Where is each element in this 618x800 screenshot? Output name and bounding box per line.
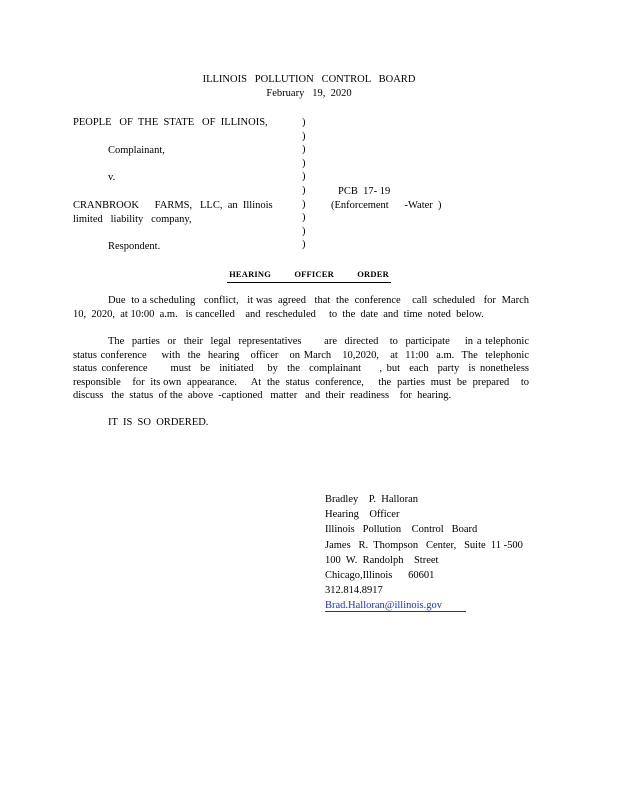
paragraph-2-text: The parties or their legal representatives are directed to participate in a telephonic status conference with the hearing officer on March 10,2020, at 11:00 a.m. The telephonic status conference must be initiated by the complainant , but each party is nonetheless responsible for its own appearance. At the status conference, the parties must be prepared to discuss the status of the above -captioned matter and their readiness for hearing. [73,336,540,402]
bracket-paren: ) [302,171,306,183]
board-name: Illinois Pollution Control Board [325,524,478,536]
caption-bracket [302,116,306,252]
case-number: PCB 17- 19 [338,186,391,197]
document-header [0,73,618,100]
city-address: Chicago,Illinois 60601 [325,569,435,581]
plaintiff-name: PEOPLE OF THE STATE OF ILLINOIS, [73,117,268,128]
bracket-paren: ) [302,130,306,142]
phone-number: 312.814.8917 [325,585,383,597]
order-title-text: HEARING OFFICER ORDER [227,268,391,283]
document-date: February 19, 2020 [266,87,352,99]
defendant-name-line2: limited liability company, [73,214,192,225]
bracket-paren: ) [302,117,306,128]
defendant-name-line1: CRANBROOK FARMS, LLC, an Illinois [73,200,273,211]
order-title [0,268,618,283]
order-paragraph-1 [73,294,532,321]
complainant-label: Complainant, [108,145,165,156]
bracket-paren: ) [302,144,306,156]
bracket-paren: ) [302,212,306,224]
bracket-paren: ) [302,157,306,169]
order-paragraph-2 [73,335,540,403]
agency-name: ILLINOIS POLLUTION CONTROL BOARD [202,74,416,85]
paragraph-1-text: Due to a scheduling conflict, it was agreed that the conference call scheduled for March 10, 2020, at 10:00 a.m. is cancelled and rescheduled to the date and time noted below. [73,295,532,320]
respondent-label: Respondent. [108,241,161,252]
officer-name: Bradley P. Halloran [325,494,419,505]
email-link[interactable]: Brad.Halloran@illinois.gov [325,600,466,612]
signature-block [325,492,523,614]
case-type: (Enforcement -Water ) [331,200,442,211]
versus-label: v. [108,172,116,183]
street-address: 100 W. Randolph Street [325,554,439,566]
building-address: James R. Thompson Center, Suite 11 -500 [325,539,523,551]
bracket-paren: ) [302,198,306,210]
bracket-paren: ) [302,184,306,196]
officer-title: Hearing Officer [325,509,400,521]
bracket-paren: ) [302,239,306,251]
closing-statement: IT IS SO ORDERED. [108,417,209,428]
bracket-paren: ) [302,225,306,237]
